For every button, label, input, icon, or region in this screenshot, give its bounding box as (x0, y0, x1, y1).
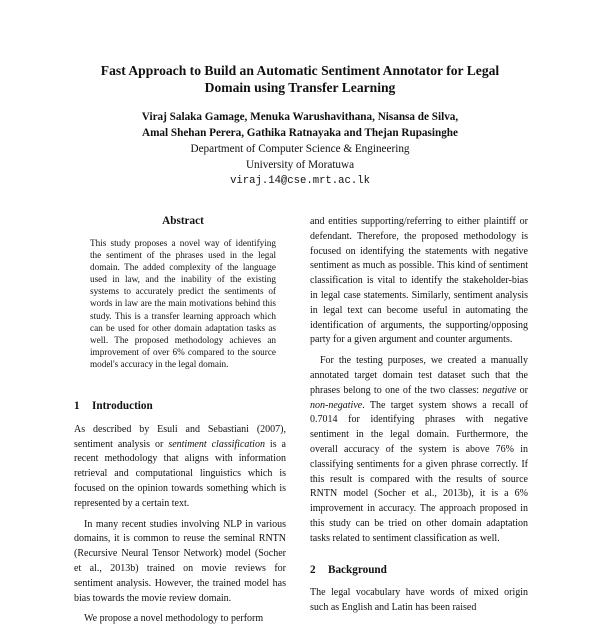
section-number: 1 (74, 400, 80, 412)
intro-paragraph-1 (74, 423, 286, 512)
section-number: 2 (310, 563, 316, 576)
text-run: or (516, 384, 528, 396)
text-run: For the testing purposes, we created a manually annotated target domain test dataset such that the phrases belong to one of the two classes: (310, 355, 528, 396)
section-heading-background (310, 563, 528, 578)
spacer (310, 553, 528, 563)
paper-title (60, 62, 540, 96)
intro-paragraph-4 (310, 354, 528, 546)
background-paragraph-1: The legal vocabulary have words of mixed origin such as English and Latin has been raised (310, 587, 528, 614)
intro-paragraph-2: In many recent studies involving NLP in various domains, it is common to reuse the seminal RNTN (Recursive Neural Tensor Network) model (Socher et al., 2013b) trained on movie reviews for sentiment analysis. However, the trained model has bias towards the movie review domain. (74, 518, 286, 604)
emphasis-text: sentiment classification (168, 438, 265, 450)
intro-paragraph-3-cont: and entities supporting/referring to either plaintiff or defendant. Therefore, the proposed methodology is focused on identifying the statements with negative sentiment as much as possible. This kind of sentiment classification is vital to identify the stakeholder-bias in legal case statements. Similarly, sentiment analysis in legal text can become useful in automating the identification of arguments, the supporting/opposing party for a given argument and counter arguments. (310, 216, 528, 346)
author-email: viraj.14@cse.mrt.ac.lk (230, 175, 370, 187)
university: University of Moratuwa (245, 159, 355, 171)
department: Department of Computer Science & Engineering (190, 143, 410, 155)
authors-line-2: Amal Shehan Perera, Gathika Ratnayaka and Thejan Rupasinghe (141, 127, 458, 139)
section-title: Introduction (92, 400, 153, 412)
author-block (60, 109, 540, 189)
right-column (310, 215, 528, 622)
title-line-2: Domain using Transfer Learning (204, 80, 396, 95)
abstract-text: This study proposes a novel way of identifying the sentiment of the phrases used in the legal domain. The added complexity of the language used in law, and the inability of the existing systems to accurately predict the sentiments of words in law are the main motivations behind this study. This is a transfer learning approach which can be used for other domain adaptation tasks as well. The proposed methodology achieves an improvement of over 6% compared to the source model's accuracy in the legal domain. (90, 238, 276, 369)
authors-line-1: Viraj Salaka Gamage, Menuka Warushavithana, Nisansa de Silva, (141, 111, 459, 123)
emphasis-text: negative (482, 384, 517, 396)
text-run: As described by Esuli and Sebastiani (2007), sentiment analysis or (74, 423, 286, 450)
section-title: Background (328, 563, 387, 576)
emphasis-text: non-negative (310, 399, 363, 411)
text-run: . The target system shows a recall of 0.7014 for identifying phrases with negative sentiment in the legal domain. Furthermore, the overall accuracy of the system is above 76% in classifying sentiments for a given phrase correctly. If this result is compared with the results of source RNTN model (Socher et al., 2013b), it is a 6% improvement in accuracy. The approach proposed in this study can be tried on other domain adaptation tasks related to sentiment classification as well. (310, 399, 528, 544)
title-line-1: Fast Approach to Build an Automatic Sentiment Annotator for Legal (100, 63, 500, 78)
text-run: is a recent methodology that aligns with information retrieval and computational linguistics which is focused on the opinion towards something which is represented by a certain text. (74, 438, 286, 509)
intro-paragraph-3-start: We propose a novel methodology to perform (84, 613, 264, 625)
section-heading-introduction (74, 399, 286, 414)
left-column (74, 399, 286, 633)
abstract-heading: Abstract (162, 215, 204, 227)
